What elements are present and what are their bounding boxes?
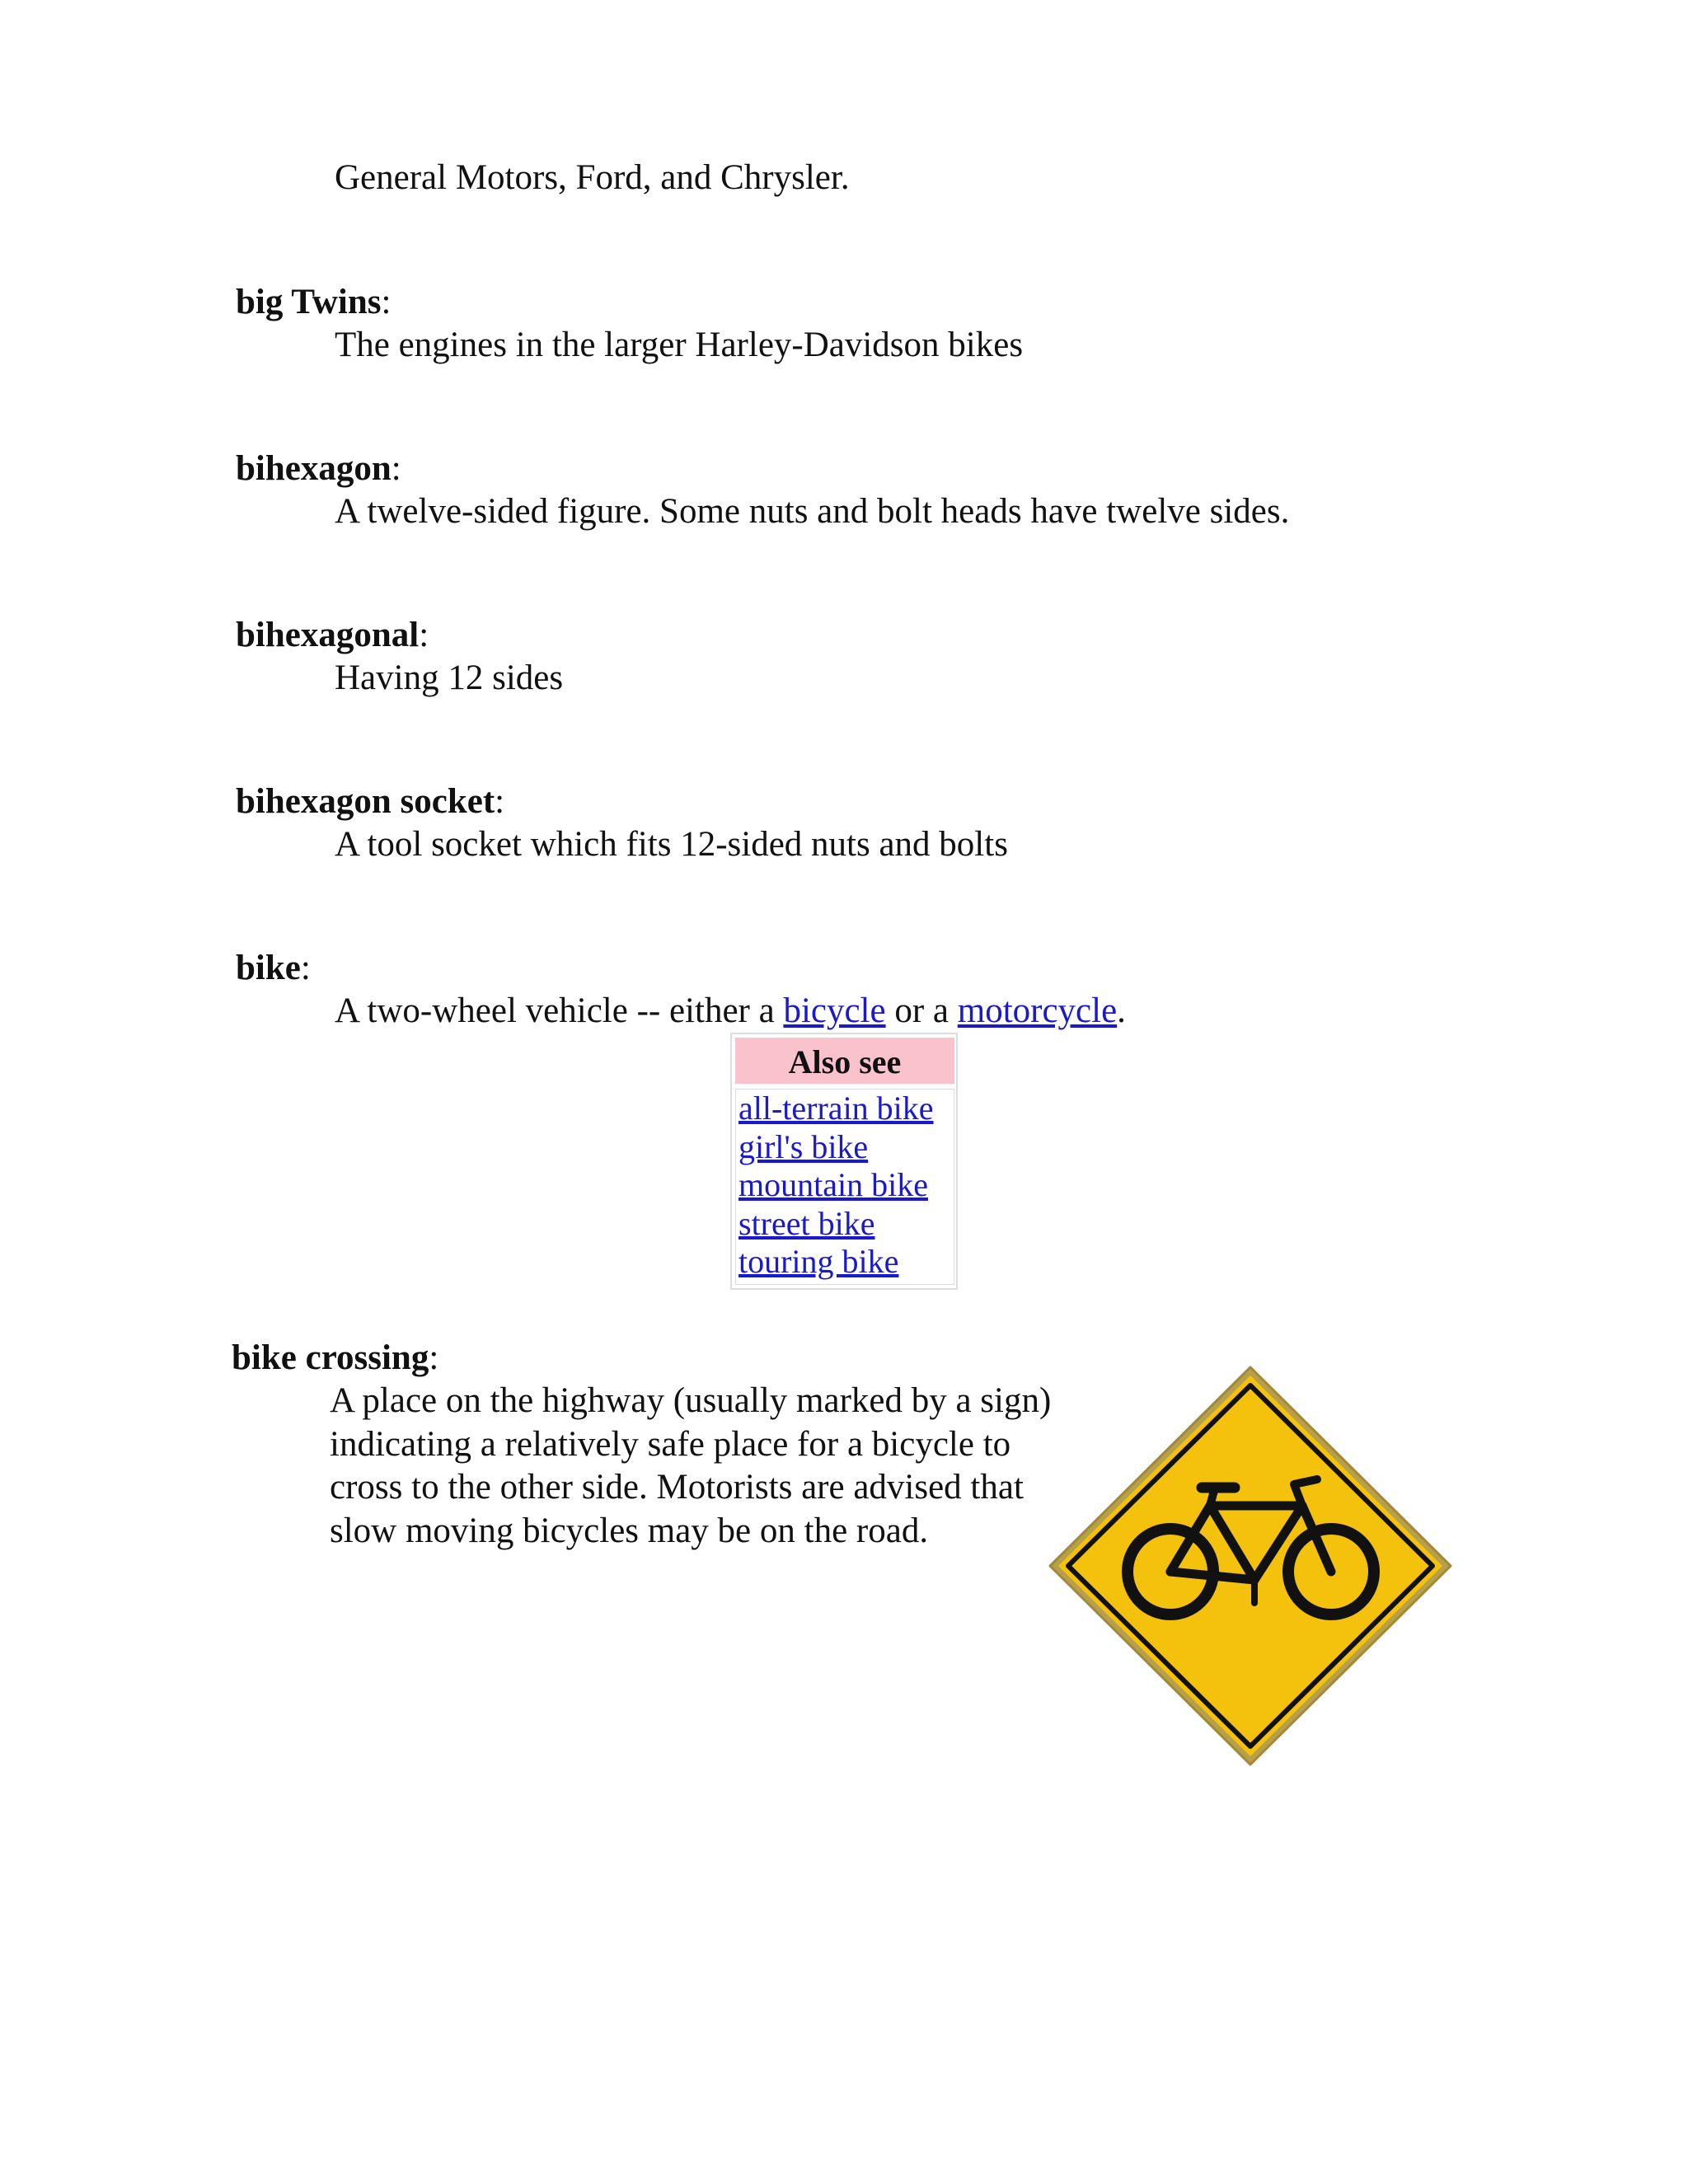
glossary-term [236, 448, 401, 490]
also-see-box [730, 1033, 958, 1290]
also-see-link-all-terrain-bike[interactable]: all-terrain bike [738, 1090, 934, 1127]
glossary-term [236, 947, 311, 990]
motorcycle-link[interactable]: motorcycle [957, 991, 1118, 1030]
also-see-heading: Also see [735, 1038, 954, 1084]
glossary-term [236, 614, 429, 657]
term-colon: : [495, 782, 505, 821]
definition-text: A tool socket which fits 12-sided nuts and bolts [335, 825, 1008, 864]
definition-part: . [1117, 991, 1126, 1030]
also-see-link-mountain-bike[interactable]: mountain bike [738, 1166, 928, 1203]
term-label: bihexagon socket [236, 782, 495, 821]
term-label: bihexagon [236, 449, 392, 488]
term-label: bike crossing [232, 1338, 429, 1377]
also-see-list [735, 1089, 954, 1285]
definition-text: The engines in the larger Harley-Davidson bikes [335, 326, 1024, 364]
bicycle-crossing-sign-icon [1047, 1364, 1455, 1768]
term-colon: : [419, 616, 429, 654]
glossary-term [232, 1337, 438, 1380]
term-label: bihexagonal [236, 616, 420, 654]
also-see-link-girls-bike[interactable]: girl's bike [738, 1127, 869, 1165]
term-label: big Twins [236, 283, 382, 321]
bicycle-link[interactable]: bicycle [783, 991, 886, 1030]
definition-text: A twelve-sided figure. Some nuts and bolt heads have twelve sides. [335, 492, 1290, 531]
term-colon: : [300, 949, 311, 987]
definition-text: General Motors, Ford, and Chrysler. [335, 158, 850, 197]
glossary-term [236, 780, 504, 823]
definition-text: A place on the highway (usually marked by a sign) indicating a relatively safe place for a bicycle to cross to the other side. Motorists are advised that slow moving bicycles may be on the road. [330, 1381, 1052, 1550]
term-colon: : [429, 1338, 439, 1377]
term-label: bike [236, 949, 301, 987]
also-see-link-touring-bike[interactable]: touring bike [738, 1243, 899, 1280]
definition-text: Having 12 sides [335, 658, 564, 697]
definition-part: A two-wheel vehicle -- either a [335, 991, 784, 1030]
definition-text [335, 990, 1126, 1033]
term-colon: : [381, 283, 392, 321]
glossary-term [236, 281, 391, 324]
definition-part: or a [885, 991, 958, 1030]
also-see-link-street-bike[interactable]: street bike [738, 1204, 875, 1242]
term-colon: : [391, 449, 401, 488]
